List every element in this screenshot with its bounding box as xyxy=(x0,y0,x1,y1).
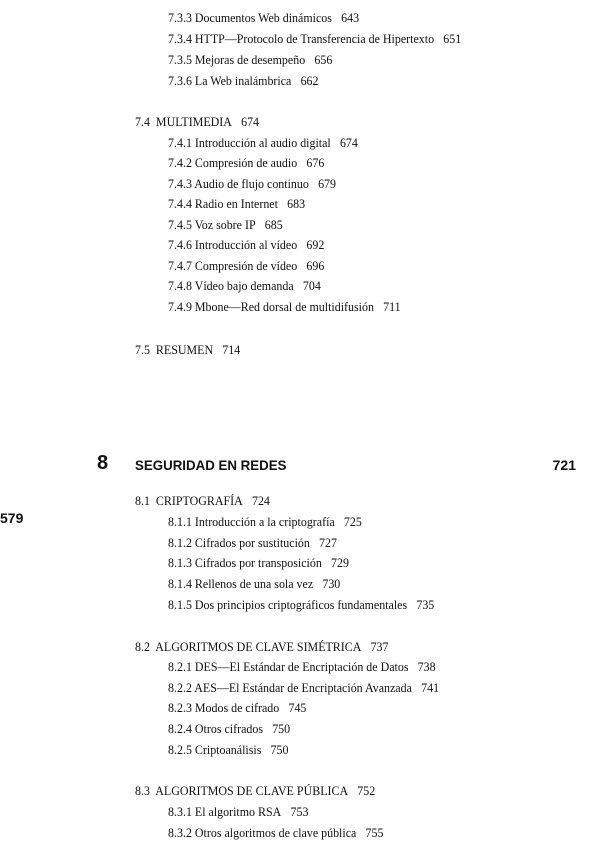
entry-number: 7.4.9 xyxy=(168,299,192,314)
entry-title: Rellenos de una sola vez xyxy=(194,576,314,591)
entry-title: Cifrados por transposición xyxy=(194,555,322,570)
entry-page: 750 xyxy=(270,742,289,757)
entry-number: 7.4.7 xyxy=(168,258,192,273)
entry-page: 738 xyxy=(417,659,436,674)
entry-page: 692 xyxy=(306,237,325,252)
entry-title: Vídeo bajo demanda xyxy=(194,278,294,293)
entry-number: 8.1.3 xyxy=(168,555,192,570)
entry-title: Dos principios criptográficos fundamentales xyxy=(194,597,408,612)
chapter-number: 8 xyxy=(97,452,109,474)
entry-number: 7.4.2 xyxy=(168,155,192,170)
entry-page: 674 xyxy=(339,135,358,150)
toc-entry xyxy=(168,597,434,613)
entry-page: 704 xyxy=(302,278,321,293)
toc-entry xyxy=(168,237,324,253)
toc-entry xyxy=(168,155,324,171)
toc-entry xyxy=(168,217,283,233)
entry-page: 741 xyxy=(421,680,440,695)
section-page: 737 xyxy=(370,639,389,654)
chapter-title: SEGURIDAD EN REDES xyxy=(135,457,287,473)
toc-entry xyxy=(168,10,359,26)
entry-number: 7.3.4 xyxy=(168,31,192,46)
toc-entry xyxy=(168,825,383,841)
toc-entry xyxy=(168,278,321,294)
toc-entry xyxy=(168,721,290,737)
entry-title: Modos de cifrado xyxy=(194,700,280,715)
entry-page: 750 xyxy=(272,721,291,736)
toc-section xyxy=(135,783,375,799)
entry-page: 651 xyxy=(443,31,462,46)
section-number: 7.5 xyxy=(135,342,150,357)
entry-title: El algoritmo RSA xyxy=(194,804,282,819)
entry-page: 725 xyxy=(343,514,362,529)
entry-page: 745 xyxy=(288,700,307,715)
toc-entry xyxy=(168,555,349,571)
entry-page: 755 xyxy=(365,825,384,840)
entry-title: Introducción a la criptografía xyxy=(194,514,335,529)
entry-title: Radio en Internet xyxy=(194,196,278,211)
toc-section xyxy=(135,342,240,358)
entry-title: Cifrados por sustitución xyxy=(194,535,310,550)
toc-entry xyxy=(168,742,288,758)
entry-page: 685 xyxy=(264,217,283,232)
entry-number: 7.4.8 xyxy=(168,278,192,293)
section-title: MULTIMEDIA xyxy=(155,114,232,129)
entry-title: Introducción al vídeo xyxy=(194,237,298,252)
section-number: 7.4 xyxy=(135,114,150,129)
entry-page: 643 xyxy=(341,10,360,25)
toc-entry xyxy=(168,135,358,151)
entry-number: 8.2.3 xyxy=(168,700,192,715)
entry-number: 8.1.1 xyxy=(168,514,192,529)
entry-number: 7.3.6 xyxy=(168,73,192,88)
entry-page: 735 xyxy=(416,597,435,612)
section-number: 8.2 xyxy=(135,639,150,654)
margin-page-number: 579 xyxy=(0,510,24,526)
toc-entry xyxy=(168,73,319,89)
toc-entry xyxy=(168,576,340,592)
entry-title: Otros cifrados xyxy=(194,721,264,736)
entry-number: 7.4.1 xyxy=(168,135,192,150)
toc-entry xyxy=(168,52,332,68)
entry-title: Voz sobre IP xyxy=(194,217,256,232)
toc-entry xyxy=(168,680,439,696)
entry-title: Compresión de audio xyxy=(194,155,298,170)
toc-entry xyxy=(168,514,362,530)
entry-page: 729 xyxy=(330,555,349,570)
entry-page: 730 xyxy=(322,576,341,591)
entry-title: La Web inalámbrica xyxy=(194,73,292,88)
entry-title: Criptoanálisis xyxy=(194,742,262,757)
entry-title: Introducción al audio digital xyxy=(194,135,331,150)
toc-entry xyxy=(168,700,306,716)
toc-section xyxy=(135,114,259,130)
entry-number: 7.4.5 xyxy=(168,217,192,232)
entry-number: 8.2.5 xyxy=(168,742,192,757)
entry-number: 8.2.1 xyxy=(168,659,192,674)
entry-page: 676 xyxy=(306,155,325,170)
toc-entry xyxy=(168,176,336,192)
entry-title: Compresión de vídeo xyxy=(194,258,298,273)
entry-number: 8.1.5 xyxy=(168,597,192,612)
entry-number: 7.3.3 xyxy=(168,10,192,25)
entry-title: Mejoras de desempeño xyxy=(194,52,306,67)
section-title: CRIPTOGRAFÍA xyxy=(155,493,243,508)
entry-page: 727 xyxy=(319,535,337,550)
section-page: 752 xyxy=(357,783,376,798)
entry-title: DES—El Estándar de Encriptación de Datos xyxy=(194,659,409,674)
entry-page: 679 xyxy=(318,176,337,191)
entry-number: 8.2.4 xyxy=(168,721,192,736)
section-title: ALGORITMOS DE CLAVE PÚBLICA xyxy=(155,783,349,798)
section-page: 724 xyxy=(251,493,270,508)
entry-number: 8.3.1 xyxy=(168,804,192,819)
toc-entry xyxy=(168,535,337,551)
entry-page: 656 xyxy=(314,52,333,67)
entry-number: 7.4.6 xyxy=(168,237,192,252)
entry-number: 7.3.5 xyxy=(168,52,192,67)
section-page: 674 xyxy=(241,114,260,129)
section-number: 8.1 xyxy=(135,493,150,508)
entry-number: 8.2.2 xyxy=(168,680,192,695)
entry-title: Documentos Web dinámicos xyxy=(194,10,332,25)
section-title: RESUMEN xyxy=(155,342,214,357)
toc-section xyxy=(135,493,270,509)
toc-entry xyxy=(168,258,324,274)
entry-title: AES—El Estándar de Encriptación Avanzada xyxy=(194,680,412,695)
entry-page: 662 xyxy=(300,73,319,88)
section-title: ALGORITMOS DE CLAVE SIMÉTRICA xyxy=(155,639,362,654)
entry-page: 696 xyxy=(306,258,325,273)
entry-page: 753 xyxy=(290,804,309,819)
entry-number: 7.4.4 xyxy=(168,196,192,211)
section-number: 8.3 xyxy=(135,783,150,798)
entry-number: 7.4.3 xyxy=(168,176,192,191)
toc-entry xyxy=(168,196,305,212)
entry-title: Mbone—Red dorsal de multidifusión xyxy=(194,299,374,314)
toc-entry xyxy=(168,804,308,820)
toc-entry xyxy=(168,31,461,47)
entry-page: 683 xyxy=(287,196,306,211)
toc-entry xyxy=(168,659,436,675)
entry-page: 711 xyxy=(383,299,401,314)
entry-number: 8.1.2 xyxy=(168,535,192,550)
entry-title: Audio de flujo continuo xyxy=(194,176,309,191)
toc-section xyxy=(135,639,389,655)
section-page: 714 xyxy=(222,342,241,357)
entry-number: 8.1.4 xyxy=(168,576,192,591)
entry-number: 8.3.2 xyxy=(168,825,192,840)
entry-title: Otros algoritmos de clave pública xyxy=(194,825,357,840)
entry-title: HTTP—Protocolo de Transferencia de Hipertexto xyxy=(194,31,435,46)
toc-entry xyxy=(168,299,401,315)
chapter-page: 721 xyxy=(552,457,576,473)
